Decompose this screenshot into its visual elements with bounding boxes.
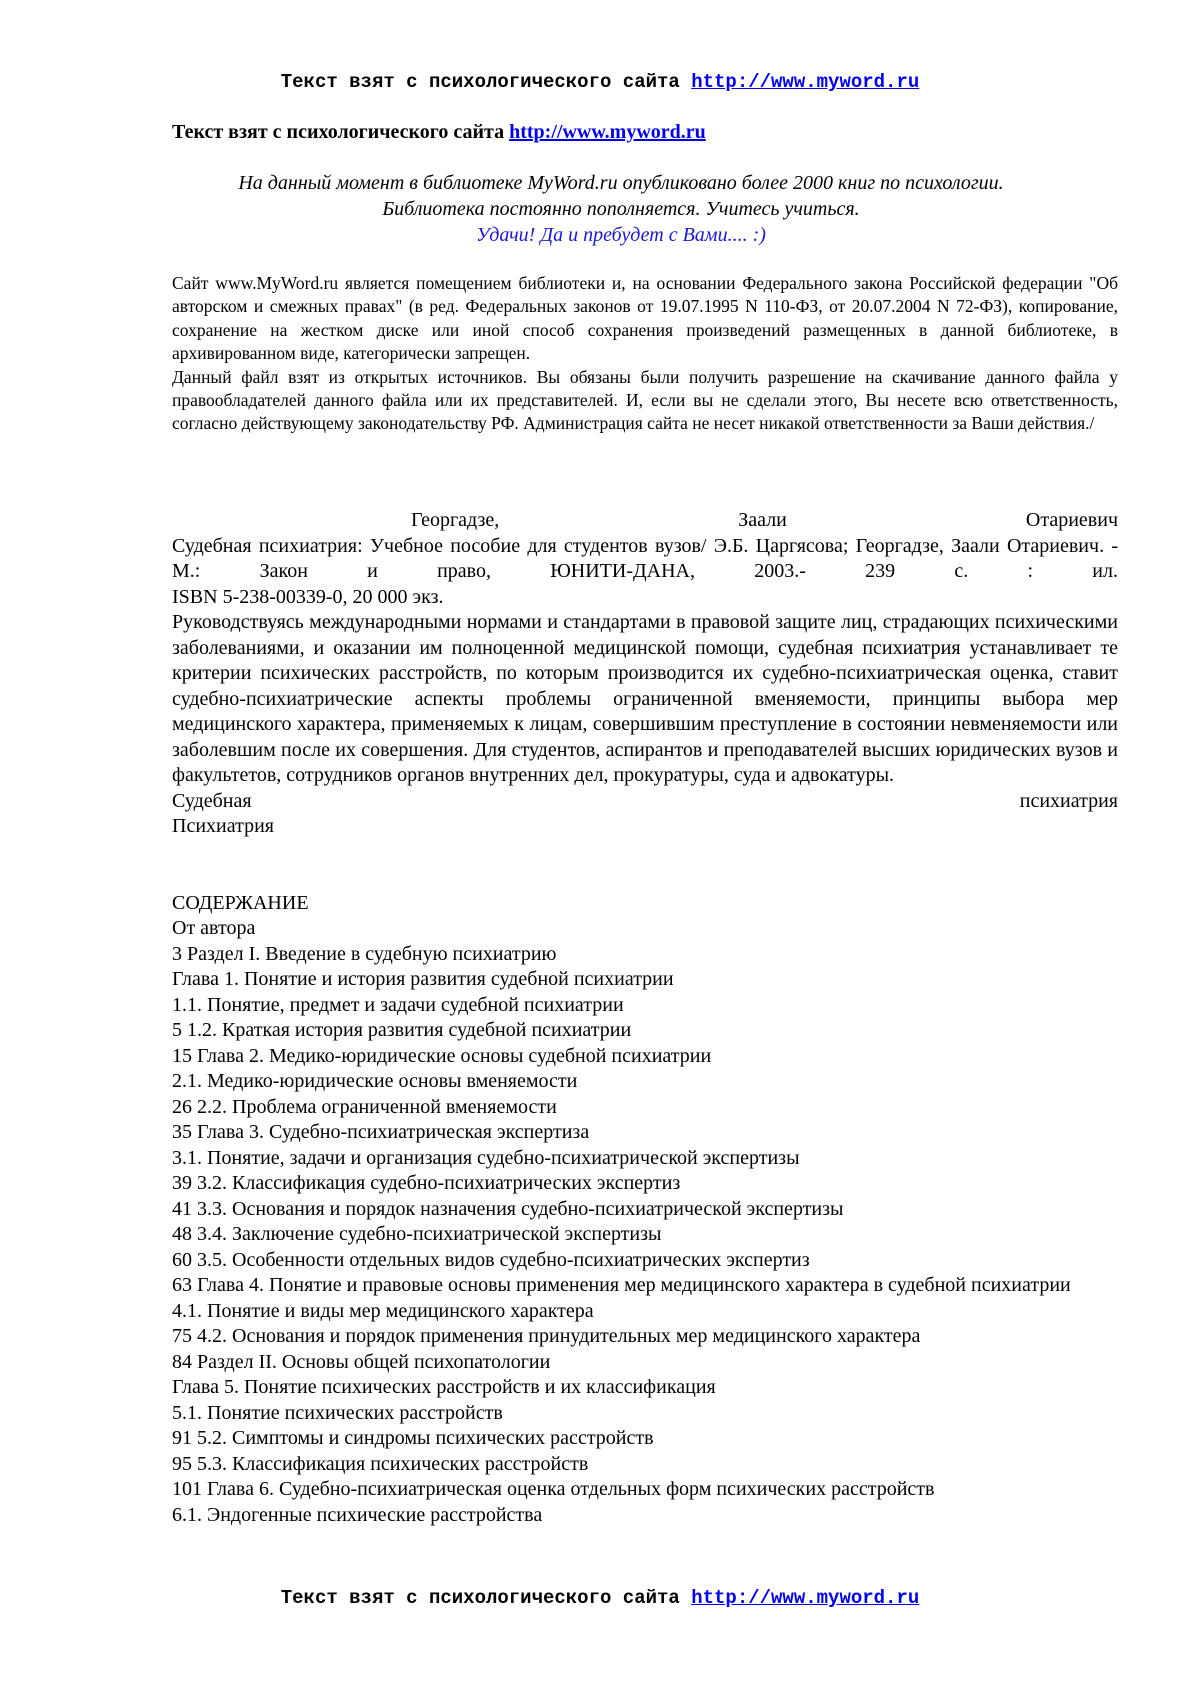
toc-item: Глава 5. Понятие психических расстройств и их классификация (172, 1376, 716, 1398)
header-text: Текст взят с психологического сайта (280, 71, 680, 93)
header-link[interactable]: http://www.myword.ru (691, 71, 920, 93)
footer-text: Текст взят с психологического сайта (280, 1587, 680, 1609)
toc-item: 3 Раздел I. Введение в судебную психиатрию (172, 942, 557, 965)
toc-item: 4.1. Понятие и виды мер медицинского характера (172, 1299, 594, 1322)
toc-item: 41 3.3. Основания и порядок назначения судебно-психиатрической экспертизы (172, 1197, 844, 1220)
book-annotation: Руководствуясь международными нормами и стандартами в правовой защите лиц, страдающих психическими заболеваниями, и оказании им полноценной медицинской помощи, судебная психиатрия устанавливает те критерии психических расстройств, по которым производится их судебно-психиатрическая оценка, ставит судебно-психиатрические аспекты проблемы ограниченной вменяемости, принципы выбора мер медицинского характера, применяемых к лицам, совершившим преступление в состоянии невменяемости или заболевшим после их совершения. Для студентов, аспирантов и преподавателей высших юридических вузов и факультетов, сотрудников органов внутренних дел, прокуратуры, суда и адвокатуры. (172, 611, 1118, 786)
toc-item: 6.1. Эндогенные психические расстройства (172, 1503, 543, 1526)
legal-disclaimer (172, 272, 1118, 436)
legal-paragraph-2: Данный файл взят из открытых источников. Вы обязаны были получить разрешение на скачивание данного файла у правообладателей данного файла или их представителей. И, если вы не сделали этого, Вы несете всю ответственность, согласно действующему законодательству РФ. Администрация сайта не несет никакой ответственности за Ваши действия./ (172, 366, 1118, 434)
toc-item: 26 2.2. Проблема ограниченной вменяемости (172, 1095, 557, 1118)
toc-item: 5 1.2. Краткая история развития судебной психиатрии (172, 1019, 632, 1041)
notice-line-1: На данный момент в библиотеке MyWord.ru опубликовано более 2000 книг по психологии. (238, 172, 1004, 194)
page-footer (0, 1587, 1200, 1609)
footer-link[interactable]: http://www.myword.ru (691, 1587, 920, 1609)
toc-item: 60 3.5. Особенности отдельных видов судебно-психиатрических экспертиз (172, 1248, 810, 1271)
library-notice (172, 170, 1070, 248)
toc-item: 63 Глава 4. Понятие и правовые основы применения мер медицинского характера в судебной психиатрии (172, 1274, 1071, 1296)
book-citation: Судебная психиатрия: Учебное пособие для студентов вузов/ Э.Б. Царгясова; Георгадзе, Заали Отариевич. - М.: Закон и право, ЮНИТИ-ДАНА, 2003.- 239 с. : ил. (172, 534, 1118, 582)
toc-item: 75 4.2. Основания и порядок применения принудительных мер медицинского характера (172, 1325, 921, 1347)
notice-line-3: Удачи! Да и пребудет с Вами.... :) (476, 224, 766, 246)
toc-item: 1.1. Понятие, предмет и задачи судебной психиатрии (172, 993, 624, 1016)
book-isbn: ISBN 5-238-00339-0, 20 000 экз. (172, 585, 444, 608)
book-subject-2: Психиатрия (172, 815, 274, 837)
spacer (172, 840, 1118, 891)
notice-line-2: Библиотека постоянно пополняется. Учитесь учиться. (382, 198, 860, 220)
toc-item: 91 5.2. Симптомы и синдромы психических расстройств (172, 1427, 654, 1449)
toc-item: 84 Раздел II. Основы общей психопатологии (172, 1350, 551, 1373)
page-header (0, 71, 1200, 93)
table-of-contents (172, 916, 1118, 1528)
toc-item: Глава 1. Понятие и история развития судебной психиатрии (172, 968, 674, 990)
toc-item: 3.1. Понятие, задачи и организация судебно-психиатрической экспертизы (172, 1146, 800, 1169)
toc-item: 101 Глава 6. Судебно-психиатрическая оценка отдельных форм психических расстройств (172, 1478, 935, 1500)
source-heading-text: Текст взят с психологического сайта (172, 121, 505, 143)
toc-item: От автора (172, 917, 256, 939)
toc-title: СОДЕРЖАНИЕ (172, 891, 309, 914)
toc-item: 2.1. Медико-юридические основы вменяемости (172, 1070, 578, 1092)
document-body (172, 508, 1118, 1528)
book-subject-1: Судебная психиатрия (172, 789, 1118, 812)
book-author-text: Георгадзе, Заали Отариевич (411, 509, 1118, 531)
toc-item: 35 Глава 3. Судебно-психиатрическая экспертиза (172, 1121, 590, 1143)
toc-item: 48 3.4. Заключение судебно-психиатрической экспертизы (172, 1223, 662, 1245)
toc-item: 15 Глава 2. Медико-юридические основы судебной психиатрии (172, 1044, 712, 1067)
book-author: ​ Георгадзе, Заали Отариевич (172, 509, 1118, 531)
source-heading-link[interactable]: http://www.myword.ru (509, 121, 706, 143)
toc-item: 39 3.2. Классификация судебно-психиатрических экспертиз (172, 1172, 681, 1194)
toc-item: 95 5.3. Классификация психических расстройств (172, 1452, 589, 1475)
legal-paragraph-1: Сайт www.MyWord.ru является помещением библиотеки и, на основании Федерального закона Российской федерации "Об авторском и смежных правах" (в ред. Федеральных законов от 19.07.1995 N 110-ФЗ, от 20.07.2004 N 72-ФЗ), копирование, сохранение на жестком диске или иной способ сохранения произведений размещенных в данной библиотеке, в архивированном виде, категорически запрещен. (172, 273, 1118, 364)
source-heading (172, 120, 706, 144)
toc-item: 5.1. Понятие психических расстройств (172, 1401, 503, 1424)
